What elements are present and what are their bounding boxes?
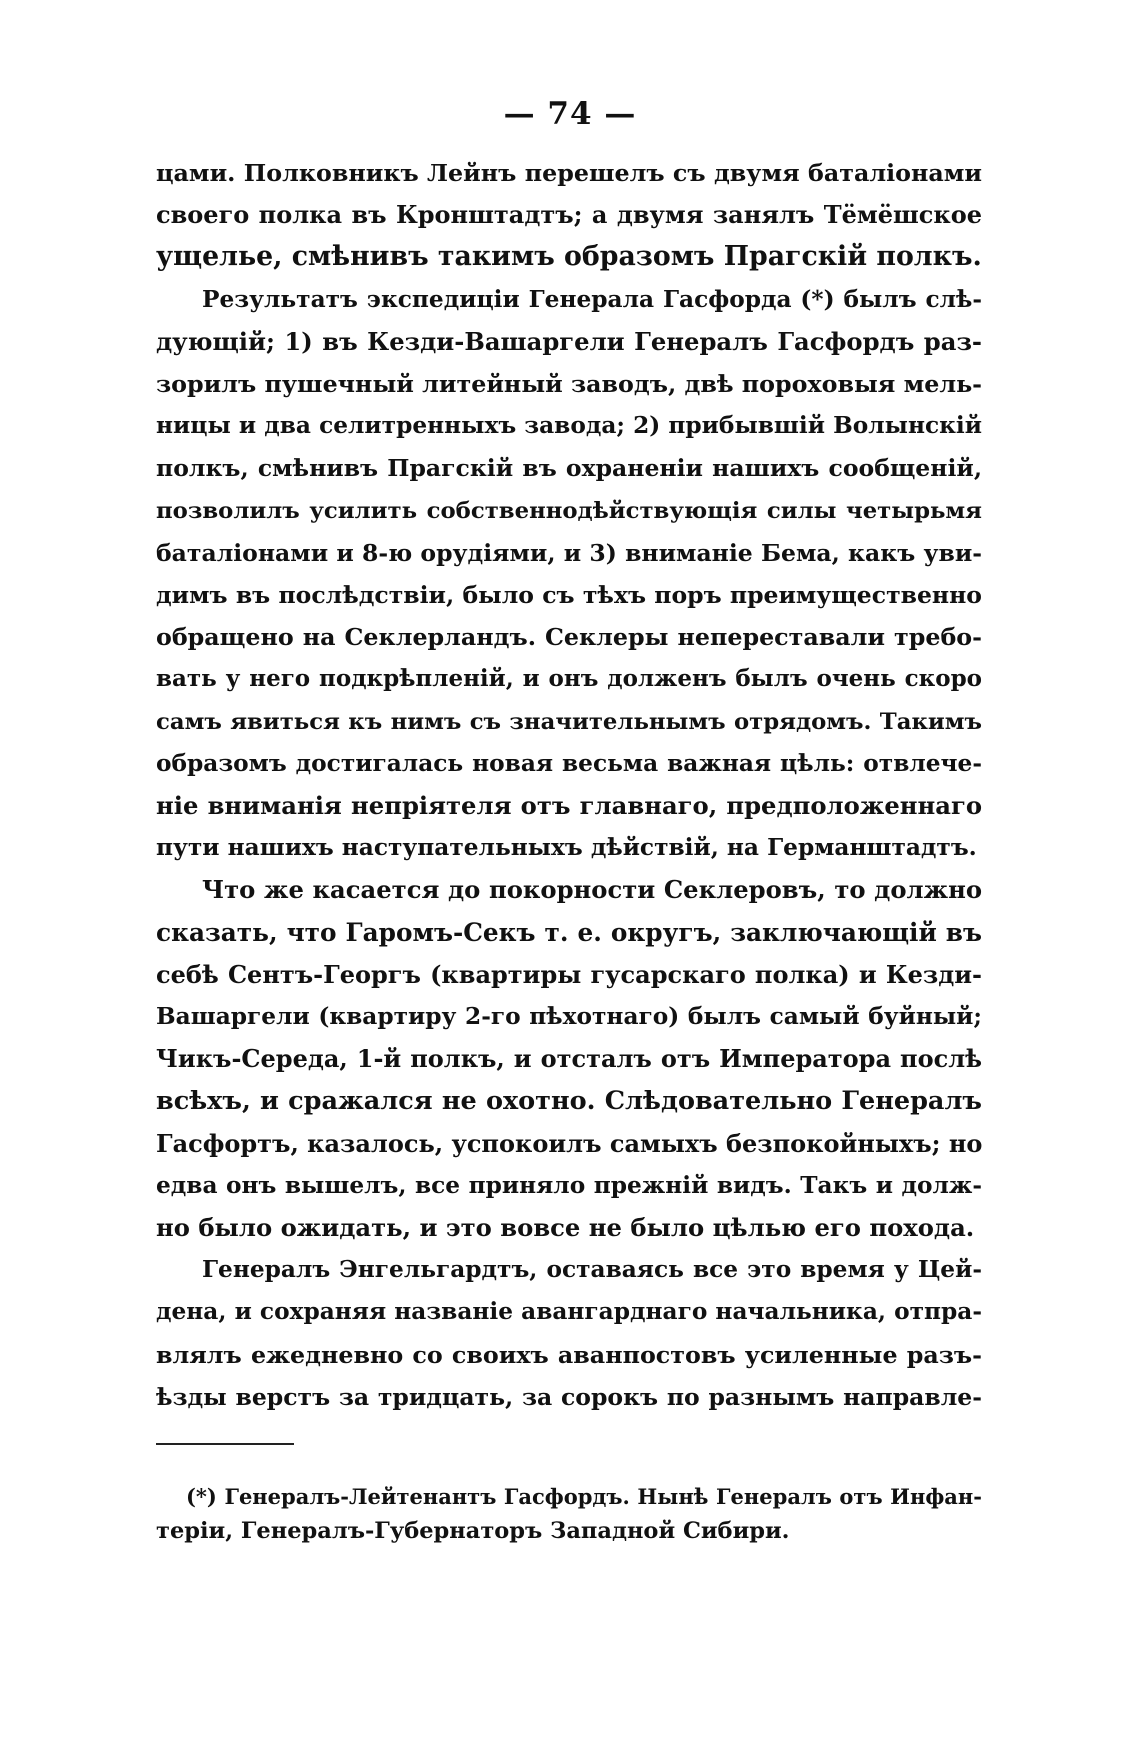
text-line: влялъ ежедневно со своихъ аванпостовъ усиленные разъ- (156, 1340, 982, 1369)
text-line: Результатъ экспедиціи Генерала Гасфорда (*) былъ слѣ- (202, 285, 982, 313)
paragraph-3 (156, 869, 982, 1249)
text-line: себѣ Сентъ-Георгъ (квартиры гусарскаго полка) и Кезди- (156, 959, 982, 989)
text-line: обращено на Секлерландъ. Секлеры непереставали требо- (156, 623, 982, 652)
page-number: — 74 — (503, 96, 637, 132)
text-line: Генералъ Энгельгардтъ, оставаясь все это время у Цей- (202, 1256, 982, 1284)
text-line: Вашаргели (квартиру 2-го пѣхотнаго) былъ самый буйный; (156, 1003, 982, 1031)
footnote (156, 1480, 982, 1548)
text-line: всѣхъ, и сражался не охотно. Слѣдовательно Генералъ (156, 1086, 982, 1117)
text-line: сказать, что Гаромъ-Секъ т. е. округъ, заключающій въ (156, 917, 982, 947)
text-line: Гасфортъ, казалось, успокоилъ самыхъ безпокойныхъ; но (156, 1128, 983, 1158)
text-line: пути нашихъ наступательныхъ дѣйствій, на Германштадтъ. (156, 834, 977, 862)
text-line: позволилъ усилить собственнодѣйствующія силы четырьмя (156, 497, 982, 524)
text-line: образомъ достигалась новая весьма важная цѣль: отвлече- (156, 749, 982, 777)
footnote-line: (*) Генералъ-Лейтенантъ Гасфордъ. Нынѣ Генералъ отъ Инфан- (186, 1484, 982, 1509)
text-line: димъ въ послѣдствіи, было съ тѣхъ поръ преимущественно (156, 581, 982, 610)
paragraph-4 (156, 1249, 982, 1418)
footnote-divider (156, 1443, 294, 1445)
text-line: цами. Полковникъ Лейнъ перешелъ съ двумя баталіонами (156, 159, 982, 187)
text-line: ѣзды верстъ за тридцать, за сорокъ по разнымъ направле- (156, 1382, 982, 1411)
text-line: ницы и два селитренныхъ завода; 2) прибывшій Волынскій (156, 412, 982, 440)
text-line: самъ явиться къ нимъ съ значительнымъ отрядомъ. Такимъ (156, 708, 982, 735)
paragraph-2 (156, 279, 982, 870)
text-line: но было ожидать, и это вовсе не было цѣлью его похода. (156, 1213, 975, 1243)
footnote-line: теріи, Генералъ-Губернаторъ Западной Сибири. (156, 1518, 790, 1544)
text-line: зорилъ пушечный литейный заводъ, двѣ пороховыя мель- (156, 370, 983, 399)
text-line: дующій; 1) въ Кезди-Вашаргели Генералъ Гасфордъ раз- (156, 326, 982, 356)
text-line: полкъ, смѣнивъ Прагскій въ охраненіи нашихъ сообщеній, (156, 454, 982, 483)
paragraph-1 (156, 152, 982, 279)
text-line: Чикъ-Середа, 1-й полкъ, и отсталъ отъ Императора послѣ (156, 1044, 982, 1074)
text-line: Что же касается до покорности Секлеровъ, то должно (202, 875, 982, 905)
text-line: дена, и сохраняя названіе авангарднаго начальника, отпра- (156, 1298, 982, 1326)
text-line: своего полка въ Кронштадтъ; а двумя занялъ Тёмёшское (156, 200, 982, 230)
text-line: едва онъ вышелъ, все приняло прежній видъ. Такъ и долж- (156, 1171, 982, 1199)
text-line: ущелье, смѣнивъ такимъ образомъ Прагскій полкъ. (156, 241, 982, 273)
text-line: ніе вниманія непріятеля отъ главнаго, предположеннаго (156, 791, 982, 821)
text-line: баталіонами и 8-ю орудіями, и 3) вниманіе Бема, какъ уви- (156, 538, 982, 567)
main-text (156, 152, 982, 1418)
text-line: вать у него подкрѣпленій, и онъ долженъ былъ очень скоро (156, 665, 982, 693)
